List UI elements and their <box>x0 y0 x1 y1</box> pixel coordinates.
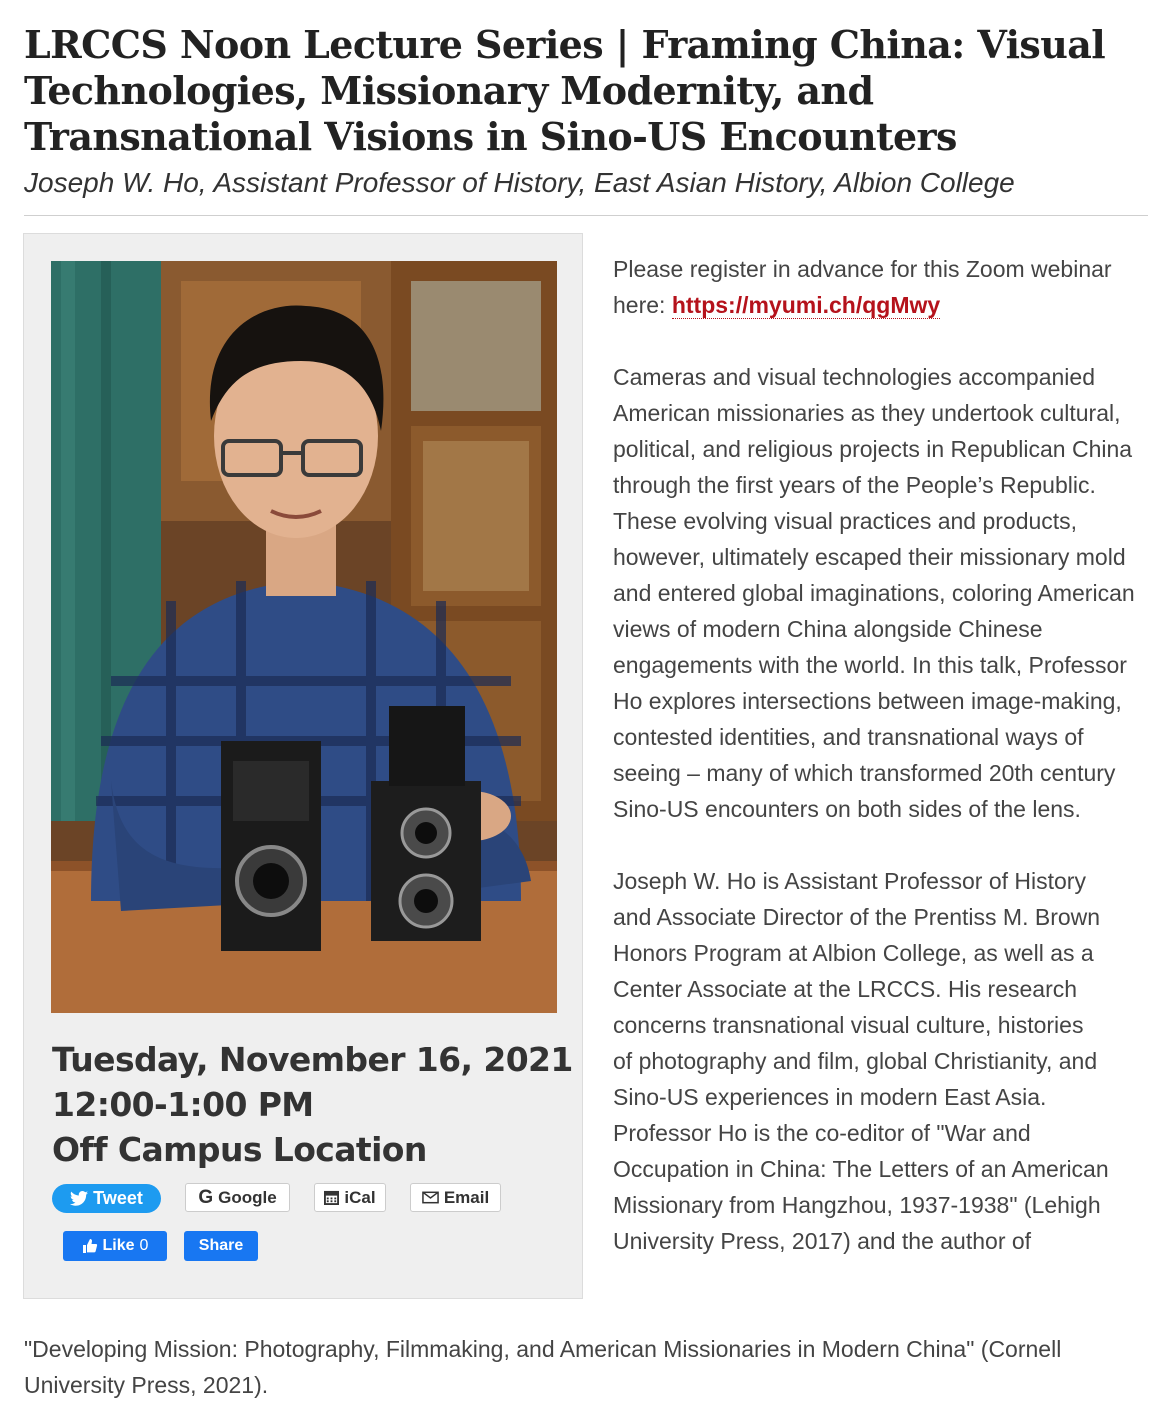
bio-ending: "Developing Mission: Photography, Filmmaking, and American Missionaries in Modern China" (Cornell University Press, 2021). <box>24 1336 1062 1398</box>
like-count: 0 <box>139 1237 149 1254</box>
ical-button[interactable] <box>314 1183 386 1212</box>
tweet-button[interactable] <box>52 1184 161 1213</box>
twitter-icon <box>70 1191 88 1206</box>
envelope-icon <box>422 1191 439 1204</box>
calendar-icon <box>324 1190 339 1205</box>
google-label: Google <box>218 1187 277 1207</box>
event-location: Off Campus Location <box>52 1130 427 1169</box>
event-date: Tuesday, November 16, 2021 <box>52 1040 573 1079</box>
bio-line: Sino-US experiences in modern East Asia. <box>613 1084 1047 1110</box>
facebook-like-button[interactable] <box>63 1231 167 1261</box>
bio-line: Occupation in China: The Letters of an American <box>613 1156 1109 1182</box>
event-sidebar <box>23 233 583 1299</box>
speaker-subtitle: Joseph W. Ho, Assistant Professor of History, East Asian History, Albion College <box>24 167 1015 198</box>
tweet-label: Tweet <box>93 1188 143 1208</box>
registration-link[interactable]: https://myumi.ch/qgMwy <box>671 292 941 318</box>
ical-label: iCal <box>344 1187 376 1207</box>
bio-line: of photography and film, global Christianity, and <box>613 1048 1098 1074</box>
bio-line: Missionary from Hangzhou, 1937-1938" (Lehigh <box>613 1192 1101 1218</box>
google-icon: G <box>198 1186 214 1208</box>
bio-line: Honors Program at Albion College, as well as a <box>613 940 1094 966</box>
bio-paragraph <box>613 863 1153 1259</box>
bio-line: concerns transnational visual culture, histories <box>613 1012 1084 1038</box>
like-label: Like <box>102 1237 135 1254</box>
bio-line: Joseph W. Ho is Assistant Professor of History <box>613 868 1086 894</box>
email-label: Email <box>443 1187 490 1207</box>
speaker-photo <box>51 261 557 1013</box>
event-title: LRCCS Noon Lecture Series | Framing China: Visual Technologies, Missionary Modernity, and Transnational Visions in Sino-US Encounters <box>24 22 1106 159</box>
abstract-paragraph: Cameras and visual technologies accompanied American missionaries as they undertook cultural, political, and religious projects in Republican China through the first years of the People’s Republic. These evolving visual practices and products, however, ultimately escaped their missionary mold and entered global imaginations, coloring American views of modern China alongside Chinese engagements with the world. In this talk, Professor Ho explores intersections between image-making, contested identities, and transnational ways of seeing – many of which transformed 20th century Sino-US encounters on both sides of the lens. <box>613 364 1135 822</box>
bio-line: and Associate Director of the Prentiss M. Brown <box>613 904 1101 930</box>
register-text: Please register in advance for this Zoom webinar here: <box>613 256 1112 318</box>
event-details <box>52 1037 572 1172</box>
facebook-share-button[interactable] <box>184 1231 258 1261</box>
title-divider <box>24 215 1148 216</box>
register-paragraph <box>613 251 1153 323</box>
email-button[interactable] <box>410 1183 501 1212</box>
bio-line: University Press, 2017) and the author of <box>613 1228 1032 1254</box>
bio-line: Professor Ho is the co-editor of "War and <box>613 1120 1031 1146</box>
share-label: Share <box>198 1237 244 1254</box>
bio-line: Center Associate at the LRCCS. His research <box>613 976 1078 1002</box>
event-time: 12:00-1:00 PM <box>52 1085 314 1124</box>
thumbs-up-icon <box>82 1238 98 1254</box>
event-description <box>613 251 1153 1259</box>
google-calendar-button[interactable] <box>185 1183 290 1212</box>
